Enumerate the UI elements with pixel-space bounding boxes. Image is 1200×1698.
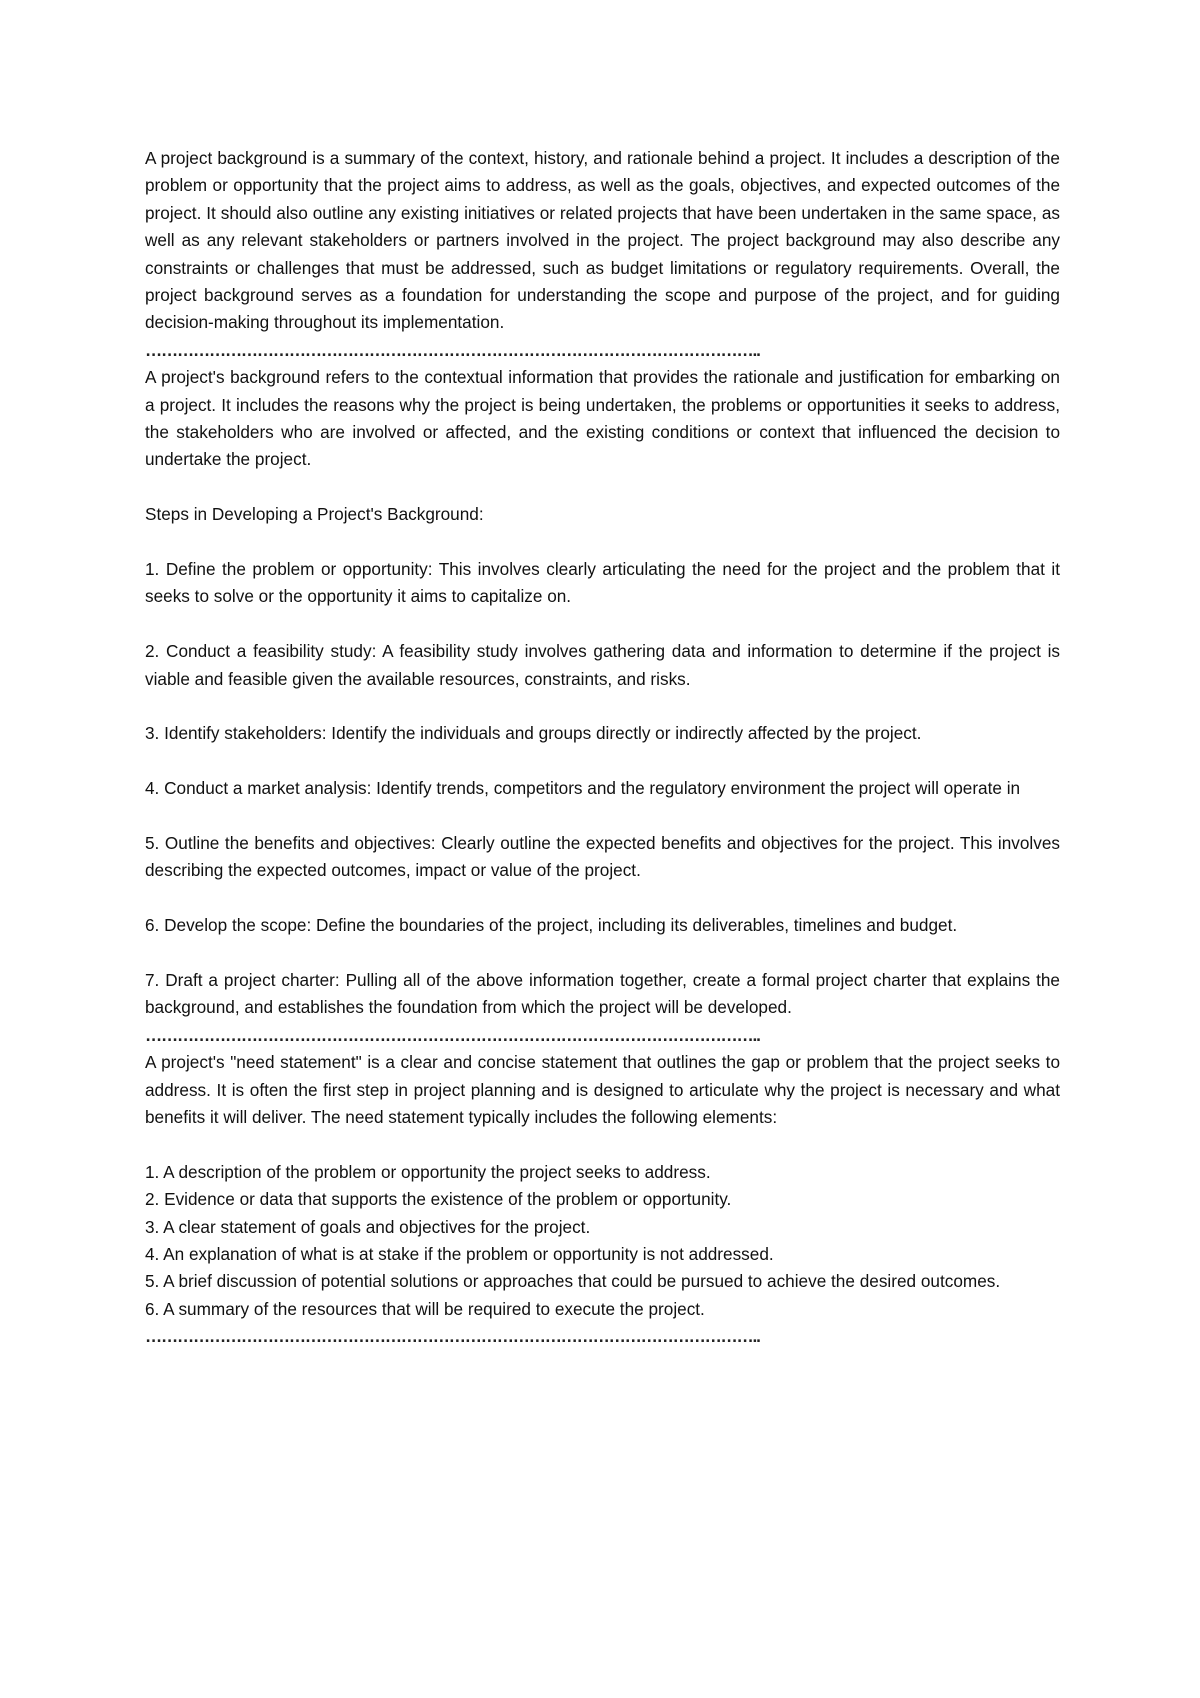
intro-paragraph: A project background is a summary of the context, history, and rationale behind a project. It includes a description of the problem or opportunity that the project aims to address, as well as the goals, objectives, and expected outcomes of the project. It should also outline any existing initiatives or related projects that have been undertaken in the same space, as well as any relevant stakeholders or partners involved in the project. The project background may also describe any constraints or challenges that must be addressed, such as budget limitations or regulatory requirements. Overall, the project background serves as a foundation for understanding the scope and purpose of the project, and for guiding decision-making throughout its implementation. — [145, 148, 1060, 333]
spacer — [145, 529, 1060, 556]
step-item-3: 3. Identify stakeholders: Identify the individuals and groups directly or indirectly affected by the project. — [145, 723, 922, 744]
spacer — [145, 940, 1060, 967]
background-paragraph: A project's background refers to the contextual information that provides the rationale and justification for embarking on a project. It includes the reasons why the project is being undertaken, the problems or opportunities it seeks to address, the stakeholders who are involved or affected, and the existing conditions or context that influenced the decision to undertake the project. — [145, 367, 1060, 470]
need-statement-paragraph: A project's "need statement" is a clear and concise statement that outlines the gap or problem that the project seeks to address. It is often the first step in project planning and is designed to articulate why the project is necessary and what benefits it will deliver. The need statement typically includes the following elements: — [145, 1052, 1060, 1128]
element-item-3: 3. A clear statement of goals and objectives for the project. — [145, 1216, 591, 1237]
spacer — [145, 474, 1060, 501]
step-item-6: 6. Develop the scope: Define the boundaries of the project, including its deliverables, timelines and budget. — [145, 915, 958, 936]
spacer — [145, 748, 1060, 775]
spacer — [145, 1131, 1060, 1158]
spacer — [145, 803, 1060, 830]
separator-1: …………………………………………………………………………………………………….. — [145, 339, 760, 360]
element-item-4: 4. An explanation of what is at stake if the problem or opportunity is not addressed. — [145, 1244, 774, 1265]
element-item-2: 2. Evidence or data that supports the existence of the problem or opportunity. — [145, 1189, 732, 1210]
spacer — [145, 885, 1060, 912]
separator-3: …………………………………………………………………………………………………….. — [145, 1326, 760, 1347]
steps-heading: Steps in Developing a Project's Background: — [145, 504, 484, 525]
step-item-2: 2. Conduct a feasibility study: A feasibility study involves gathering data and information to determine if the project is viable and feasible given the available resources, constraints, and risks. — [145, 641, 1060, 689]
step-item-1: 1. Define the problem or opportunity: This involves clearly articulating the need for the project and the problem that it seeks to solve or the opportunity it aims to capitalize on. — [145, 559, 1060, 607]
element-item-5: 5. A brief discussion of potential solutions or approaches that could be pursued to achieve the desired outcomes. — [145, 1271, 1001, 1292]
separator-2: …………………………………………………………………………………………………….. — [145, 1024, 760, 1045]
document-page — [145, 145, 1060, 1351]
step-item-4: 4. Conduct a market analysis: Identify trends, competitors and the regulatory environment the project will operate in — [145, 778, 1021, 799]
element-item-1: 1. A description of the problem or opportunity the project seeks to address. — [145, 1161, 711, 1182]
step-item-5: 5. Outline the benefits and objectives: Clearly outline the expected benefits and objectives for the project. This involves describing the expected outcomes, impact or value of the project. — [145, 833, 1060, 881]
step-item-7: 7. Draft a project charter: Pulling all of the above information together, create a formal project charter that explains the background, and establishes the foundation from which the project will be developed. — [145, 970, 1060, 1018]
spacer — [145, 693, 1060, 720]
spacer — [145, 611, 1060, 638]
element-item-6: 6. A summary of the resources that will be required to execute the project. — [145, 1298, 705, 1319]
